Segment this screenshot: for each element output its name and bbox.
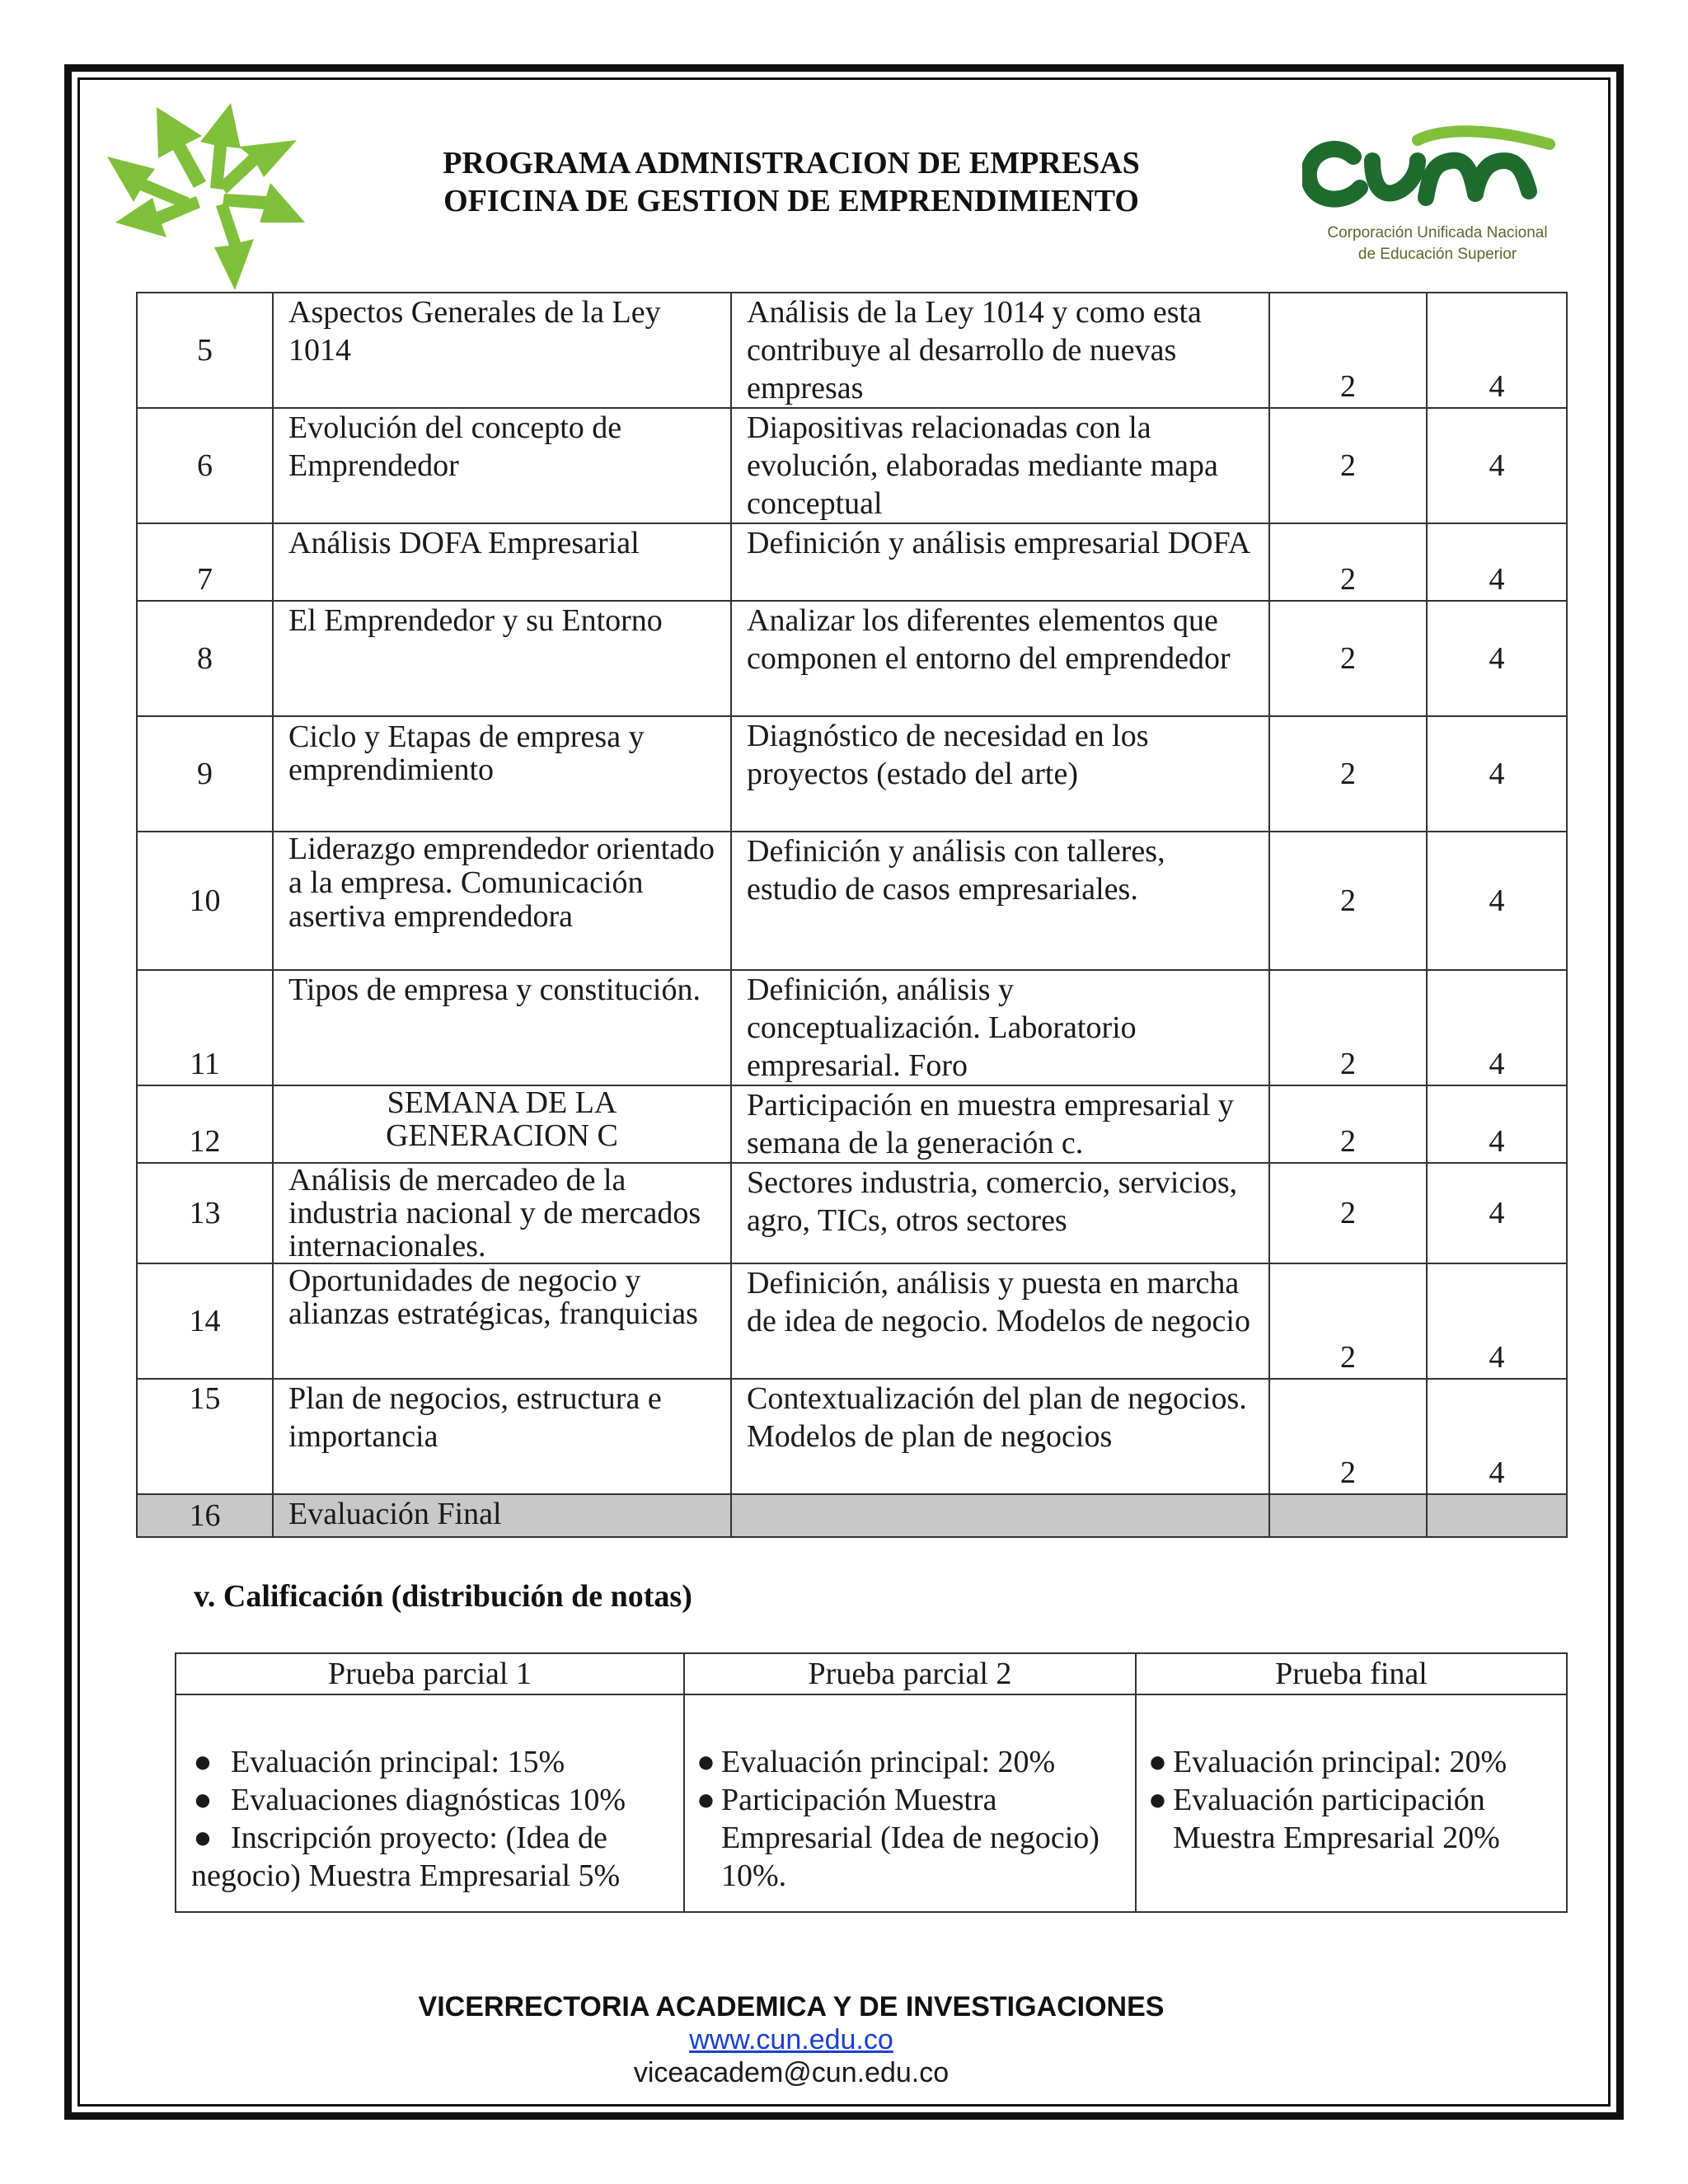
session-activity: Contextualización del plan de negocios. Modelos de plan de negocios xyxy=(731,1379,1269,1494)
table-row xyxy=(137,1085,1567,1163)
session-hours-a: 2 xyxy=(1269,1263,1427,1379)
list-item: ● Evaluación principal: 20% xyxy=(696,1745,1056,1779)
session-number: 16 xyxy=(137,1494,273,1537)
session-number: 12 xyxy=(137,1085,273,1163)
session-number: 15 xyxy=(137,1379,273,1494)
session-hours-a: 2 xyxy=(1269,1163,1427,1263)
grade-distribution-table xyxy=(175,1652,1568,1913)
table-row xyxy=(137,970,1567,1085)
session-topic: Evolución del concepto de Emprendedor xyxy=(273,408,731,523)
session-activity: Definición, análisis y puesta en marcha de idea de negocio. Modelos de negocio xyxy=(731,1263,1269,1379)
session-activity: Definición y análisis con talleres, estudio de casos empresariales. xyxy=(731,832,1269,970)
session-topic: Liderazgo emprendedor orientado a la empresa. Comunicación asertiva emprendedora xyxy=(273,832,731,970)
session-hours-a: 2 xyxy=(1269,293,1427,408)
session-hours-a xyxy=(1269,1494,1427,1537)
table-row xyxy=(137,408,1567,523)
session-hours-a: 2 xyxy=(1269,1085,1427,1163)
table-row xyxy=(137,1379,1567,1494)
session-hours-b: 4 xyxy=(1427,970,1567,1085)
table-header-row xyxy=(176,1653,1567,1694)
session-number: 11 xyxy=(137,970,273,1085)
page-header-title xyxy=(363,144,1220,220)
list-item: ● Evaluación participación Muestra Empresarial 20% xyxy=(1148,1783,1500,1855)
session-number: 14 xyxy=(137,1263,273,1379)
bullet-icon: ● xyxy=(193,1745,213,1779)
session-hours-b: 4 xyxy=(1427,601,1567,716)
website-link[interactable]: www.cun.edu.co xyxy=(689,2024,893,2055)
list-item: ● Evaluación principal: 20% xyxy=(1148,1745,1507,1779)
pinwheel-arrows-logo xyxy=(107,99,313,293)
session-topic: Plan de negocios, estructura e importancia xyxy=(273,1379,731,1494)
session-activity: Diagnóstico de necesidad en los proyectos (estado del arte) xyxy=(731,716,1269,832)
session-topic: Evaluación Final xyxy=(273,1494,731,1537)
page-footer xyxy=(363,1990,1220,2089)
table-row xyxy=(137,601,1567,716)
list-item: ● Participación Muestra Empresarial (Idea de negocio) 10%. xyxy=(696,1783,1100,1893)
table-row xyxy=(137,832,1567,970)
session-activity xyxy=(731,1494,1269,1537)
session-hours-b: 4 xyxy=(1427,716,1567,832)
session-hours-a: 2 xyxy=(1269,1379,1427,1494)
session-activity: Definición y análisis empresarial DOFA xyxy=(731,523,1269,601)
cun-wordmark-icon xyxy=(1302,124,1566,223)
bullet-icon: ● xyxy=(1148,1745,1167,1779)
session-activity: Participación en muestra empresarial y semana de la generación c. xyxy=(731,1085,1269,1163)
session-topic: Tipos de empresa y constitución. xyxy=(273,970,731,1085)
table-row xyxy=(137,716,1567,832)
session-hours-a: 2 xyxy=(1269,970,1427,1085)
table-row xyxy=(137,523,1567,601)
session-hours-b: 4 xyxy=(1427,1263,1567,1379)
session-hours-b: 4 xyxy=(1427,1379,1567,1494)
grade-cell-parcial-2 xyxy=(684,1694,1136,1912)
column-header: Prueba parcial 1 xyxy=(176,1653,684,1694)
header-office-line: OFICINA DE GESTION DE EMPRENDIMIENTO xyxy=(443,184,1139,218)
session-hours-a: 2 xyxy=(1269,523,1427,601)
bullet-icon: ● xyxy=(1148,1783,1167,1817)
session-activity: Analizar los diferentes elementos que componen el entorno del emprendedor xyxy=(731,601,1269,716)
session-topic: Análisis de mercadeo de la industria nacional y de mercados internacionales. xyxy=(273,1163,731,1263)
session-hours-b: 4 xyxy=(1427,1085,1567,1163)
session-activity: Sectores industria, comercio, servicios, agro, TICs, otros sectores xyxy=(731,1163,1269,1263)
session-number: 5 xyxy=(137,293,273,408)
session-activity: Análisis de la Ley 1014 y como esta contribuye al desarrollo de nuevas empresas xyxy=(731,293,1269,408)
special-week-label: SEMANA DE LA GENERACION C xyxy=(386,1085,618,1153)
cun-logo-subtitle: Corporación Unificada Nacional de Educación Superior xyxy=(1327,224,1548,263)
session-activity: Definición, análisis y conceptualización. Laboratorio empresarial. Foro xyxy=(731,970,1269,1085)
bullet-icon: ● xyxy=(696,1745,715,1779)
bullet-icon: ● xyxy=(696,1783,715,1817)
table-row xyxy=(137,1263,1567,1379)
course-schedule-table xyxy=(136,292,1568,1538)
session-hours-b: 4 xyxy=(1427,408,1567,523)
session-hours-b: 4 xyxy=(1427,1163,1567,1263)
session-hours-b: 4 xyxy=(1427,832,1567,970)
table-row xyxy=(137,293,1567,408)
bullet-icon: ● xyxy=(193,1821,213,1855)
session-hours-b: 4 xyxy=(1427,293,1567,408)
session-hours-a: 2 xyxy=(1269,408,1427,523)
session-number: 9 xyxy=(137,716,273,832)
grade-cell-parcial-1 xyxy=(176,1694,684,1912)
session-number: 13 xyxy=(137,1163,273,1263)
session-topic: Oportunidades de negocio y alianzas estratégicas, franquicias xyxy=(273,1263,731,1379)
grade-cell-final xyxy=(1136,1694,1567,1912)
session-number: 8 xyxy=(137,601,273,716)
list-item: ● Evaluaciones diagnósticas 10% xyxy=(191,1781,675,1819)
session-topic: Ciclo y Etapas de empresa y emprendimiento xyxy=(273,716,731,832)
session-number: 6 xyxy=(137,408,273,523)
footer-email: viceacadem@cun.edu.co xyxy=(633,2057,950,2088)
header-program-line: PROGRAMA ADMNISTRACION DE EMPRESAS xyxy=(443,146,1140,180)
session-number: 7 xyxy=(137,523,273,601)
session-topic: El Emprendedor y su Entorno xyxy=(273,601,731,716)
grading-section-title: v. Calificación (distribución de notas) xyxy=(194,1579,692,1614)
column-header: Prueba parcial 2 xyxy=(684,1653,1136,1694)
session-hours-b: 4 xyxy=(1427,523,1567,601)
column-header: Prueba final xyxy=(1136,1653,1567,1694)
session-hours-a: 2 xyxy=(1269,832,1427,970)
table-row xyxy=(176,1694,1567,1912)
session-hours-a: 2 xyxy=(1269,601,1427,716)
list-item: ● Evaluación principal: 15% xyxy=(191,1743,675,1781)
table-row-final xyxy=(137,1494,1567,1537)
table-row xyxy=(137,1163,1567,1263)
cun-logo xyxy=(1302,124,1566,272)
session-activity: Diapositivas relacionadas con la evolución, elaboradas mediante mapa conceptual xyxy=(731,408,1269,523)
list-item: ● Inscripción proyecto: (Idea de negocio) Muestra Empresarial 5% xyxy=(191,1821,621,1893)
session-topic xyxy=(273,1085,731,1163)
session-hours-b xyxy=(1427,1494,1567,1537)
footer-title: VICERRECTORIA ACADEMICA Y DE INVESTIGACIONES xyxy=(418,1991,1165,2022)
session-topic: Análisis DOFA Empresarial xyxy=(273,523,731,601)
session-number: 10 xyxy=(137,832,273,970)
session-hours-a: 2 xyxy=(1269,716,1427,832)
bullet-icon: ● xyxy=(193,1783,213,1817)
session-topic: Aspectos Generales de la Ley 1014 xyxy=(273,293,731,408)
